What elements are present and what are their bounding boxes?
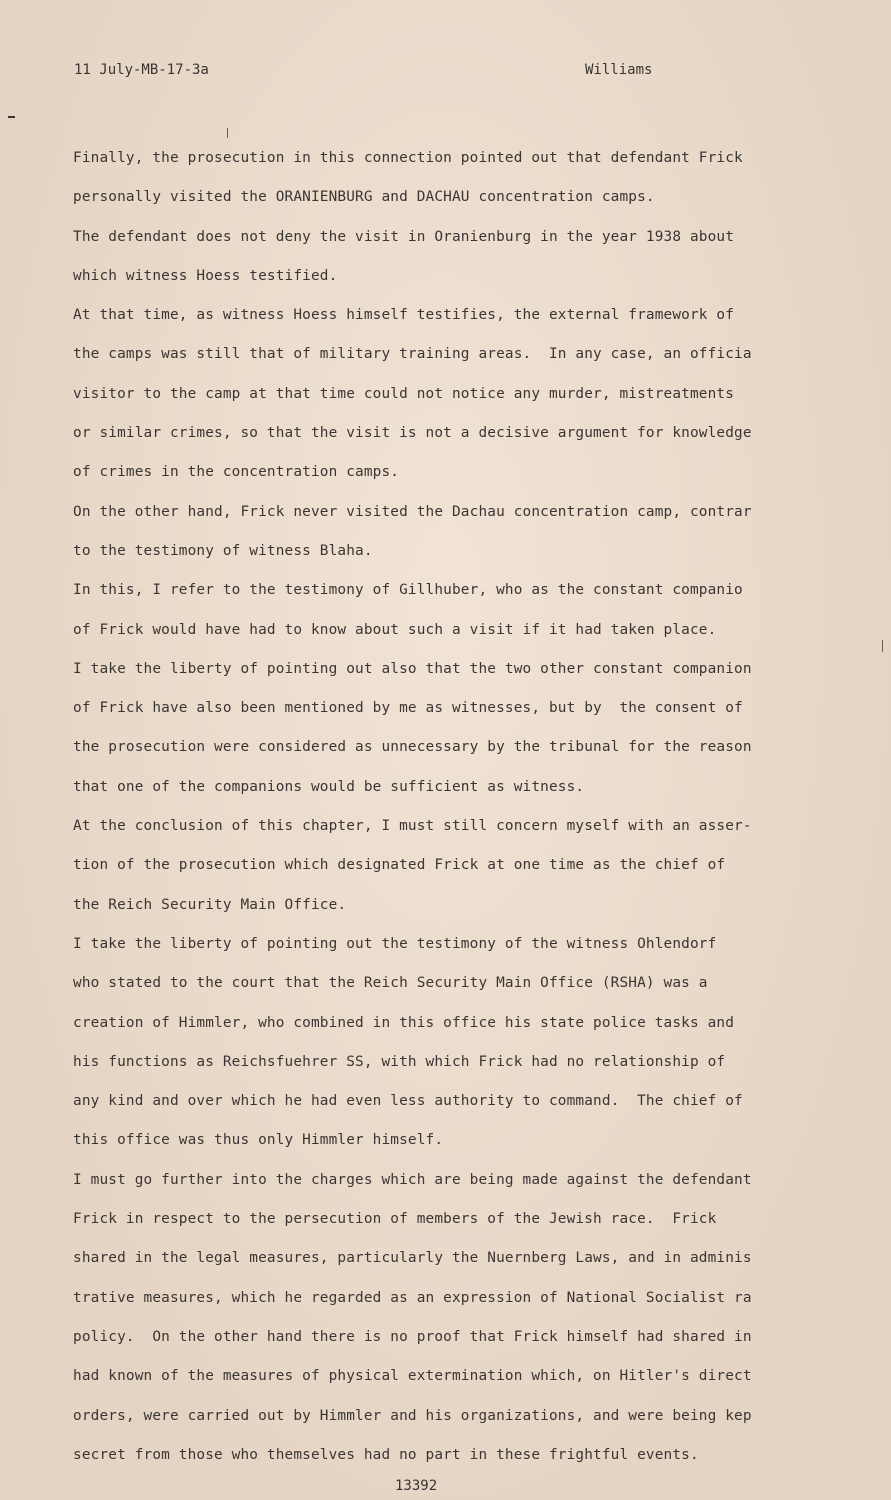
text-line: At that time, as witness Hoess himself testifies, the external framework of	[73, 307, 735, 324]
text-line: I take the liberty of pointing out also that the two other constant companion	[73, 660, 752, 677]
text-line: Frick in respect to the persecution of members of the Jewish race. Frick	[73, 1211, 717, 1228]
text-line: Finally, the prosecution in this connection pointed out that defendant Frick	[73, 150, 743, 166]
text-line: of Frick have also been mentioned by me as witnesses, but by the consent of	[73, 700, 743, 717]
text-line: trative measures, which he regarded as an expression of National Socialist ra	[73, 1289, 752, 1306]
text-line: On the other hand, Frick never visited the Dachau concentration camp, contrar	[73, 503, 752, 520]
text-line: the Reich Security Main Office.	[73, 896, 347, 913]
margin-mark	[8, 116, 15, 118]
document-author: Williams	[585, 62, 653, 78]
text-line: any kind and over which he had even less authority to command. The chief of	[73, 1093, 743, 1110]
text-line: had known of the measures of physical extermination which, on Hitler's direct	[73, 1368, 752, 1385]
pencil-mark	[227, 128, 228, 138]
text-line: the camps was still that of military training areas. In any case, an officia	[73, 346, 752, 363]
text-line: creation of Himmler, who combined in this office his state police tasks and	[73, 1014, 735, 1031]
text-line: to the testimony of witness Blaha.	[73, 542, 373, 559]
text-line: At the conclusion of this chapter, I must still concern myself with an asser-	[73, 818, 752, 835]
text-line: The defendant does not deny the visit in Oranienburg in the year 1938 about	[73, 228, 735, 245]
text-line: visitor to the camp at that time could not notice any murder, mistreatments	[73, 385, 735, 402]
text-line: secret from those who themselves had no part in these frightful events.	[73, 1446, 699, 1463]
text-line: personally visited the ORANIENBURG and DACHAU concentration camps.	[73, 189, 655, 206]
text-line: In this, I refer to the testimony of Gillhuber, who as the constant companio	[73, 582, 743, 599]
document-reference: 11 July-MB-17-3a	[74, 62, 209, 78]
text-line: I must go further into the charges which are being made against the defendant	[73, 1171, 752, 1188]
text-line: his functions as Reichsfuehrer SS, with which Frick had no relationship of	[73, 1053, 726, 1070]
text-line: or similar crimes, so that the visit is not a decisive argument for knowledge	[73, 425, 752, 442]
text-line: which witness Hoess testified.	[73, 267, 338, 284]
page-number: 13392	[395, 1478, 438, 1494]
text-line: I take the liberty of pointing out the testimony of the witness Ohlendorf	[73, 935, 717, 952]
text-line: orders, were carried out by Himmler and his organizations, and were being kep	[73, 1407, 752, 1424]
text-line: this office was thus only Himmler himself.	[73, 1132, 444, 1149]
text-line: who stated to the court that the Reich Security Main Office (RSHA) was a	[73, 975, 708, 992]
text-line: of crimes in the concentration camps.	[73, 464, 400, 481]
text-line: of Frick would have had to know about such a visit if it had taken place.	[73, 621, 717, 638]
text-line: the prosecution were considered as unnecessary by the tribunal for the reason	[73, 739, 752, 756]
text-line: that one of the companions would be sufficient as witness.	[73, 778, 585, 795]
text-line: policy. On the other hand there is no proof that Frick himself had shared in	[73, 1328, 752, 1345]
text-line: tion of the prosecution which designated Frick at one time as the chief of	[73, 857, 726, 874]
text-line: shared in the legal measures, particularly the Nuernberg Laws, and in adminis	[73, 1250, 752, 1267]
document-body	[73, 139, 891, 1475]
